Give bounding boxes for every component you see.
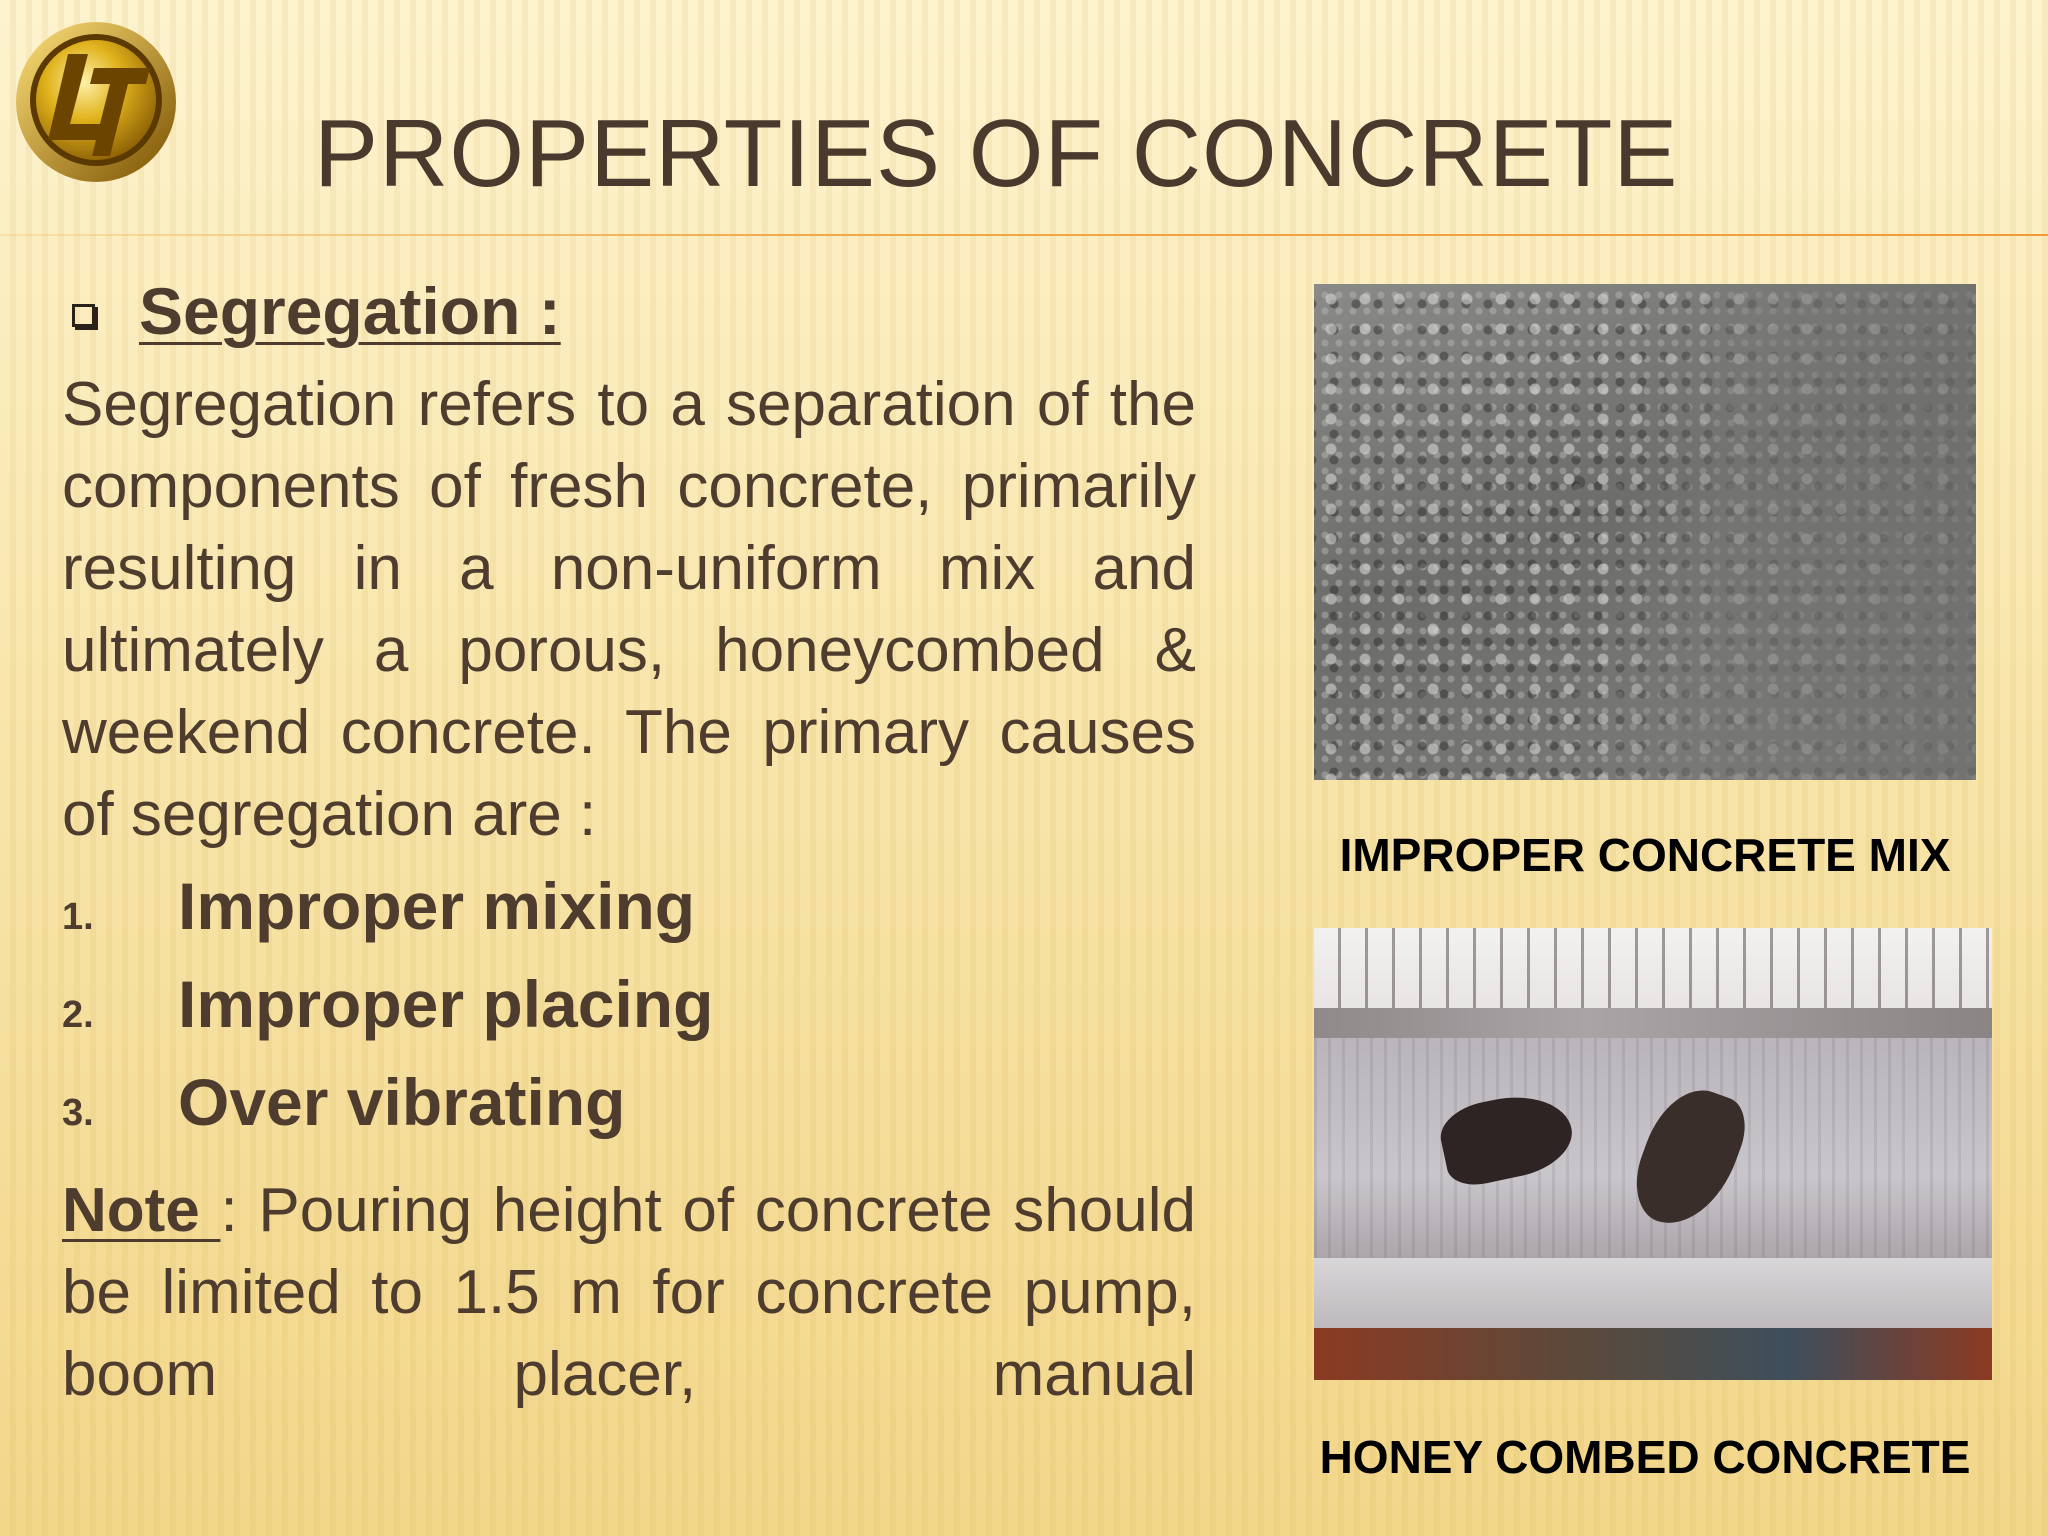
improper-mix-photo [1314, 284, 1976, 780]
gravel-shade [1314, 284, 1976, 780]
note-label: Note [62, 1176, 221, 1245]
content-column [62, 268, 1196, 1416]
list-item-number: 3. [62, 1092, 94, 1134]
list-item-number: 1. [62, 896, 94, 938]
list-item-text: Improper placing [178, 967, 714, 1041]
list-item-text: Over vibrating [178, 1065, 626, 1139]
section-heading: Segregation : [139, 274, 561, 348]
list-item-text: Improper mixing [178, 869, 696, 943]
rebar-backdrop [1314, 928, 1992, 1018]
image-caption: HONEY COMBED CONCRETE [1319, 1431, 1971, 1483]
list-item [62, 868, 1196, 966]
beam-base [1314, 1258, 1992, 1328]
causes-list [62, 868, 1196, 1162]
ground-support [1314, 1328, 1992, 1380]
page-title: PROPERTIES OF CONCRETE [314, 100, 1679, 207]
note-text: : Pouring height of concrete should be limited to 1.5 m for concrete pump, boom placer, manual [62, 1176, 1196, 1409]
honeycomb-photo [1314, 928, 1992, 1380]
title-divider [0, 234, 2048, 236]
list-item [62, 966, 1196, 1064]
segregation-definition: Segregation refers to a separation of the components of fresh concrete, primarily resulting in a non-uniform mix and ultimately a porous, honeycombed & weekend concrete. The primary causes of segregation are : [62, 370, 1196, 849]
note-paragraph [62, 1170, 1196, 1416]
list-item-number: 2. [62, 994, 94, 1036]
hollow-square-bullet-icon [72, 304, 95, 327]
image-caption: IMPROPER CONCRETE MIX [1339, 829, 1951, 881]
lt-logo-icon [10, 6, 182, 186]
list-item [62, 1064, 1196, 1162]
section-heading-row [62, 268, 1196, 354]
